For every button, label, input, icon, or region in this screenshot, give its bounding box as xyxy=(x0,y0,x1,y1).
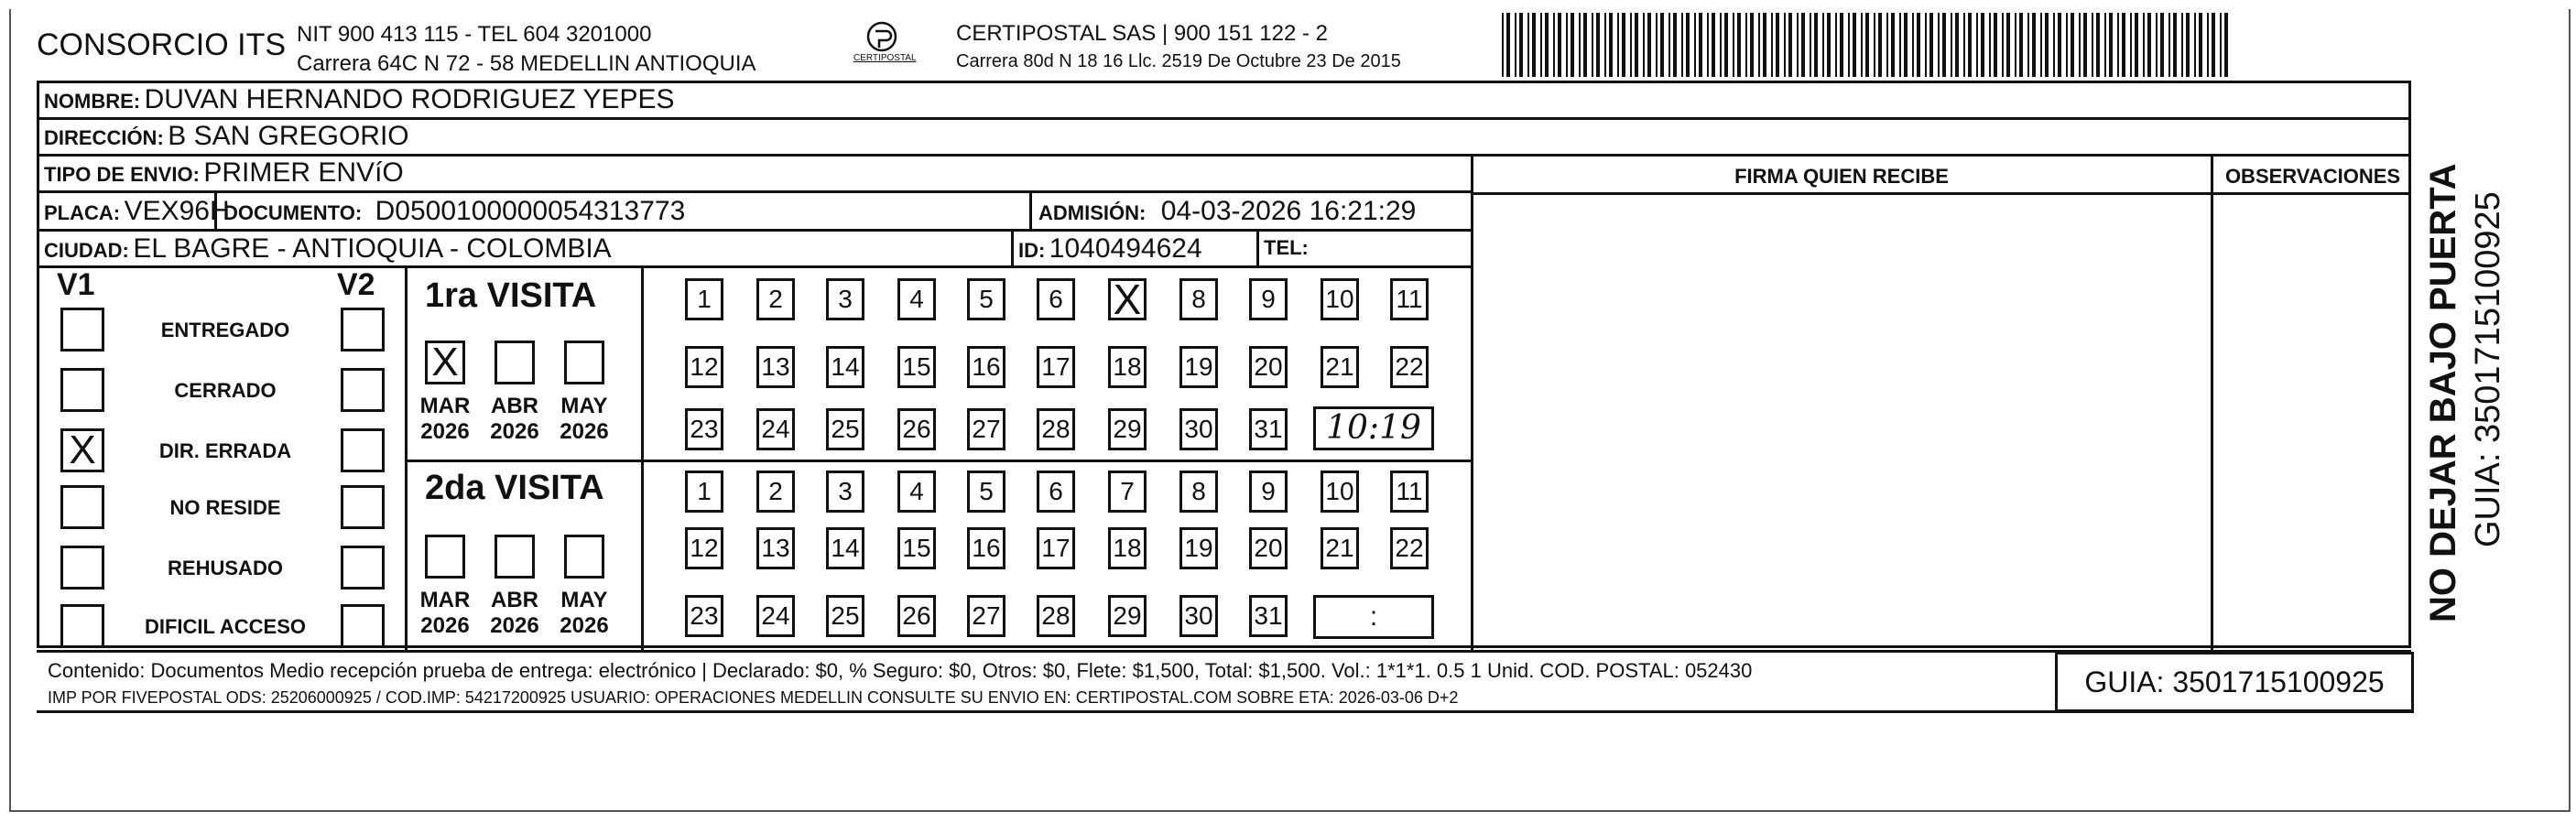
ciudad-value: EL BAGRE - ANTIOQUIA - COLOMBIA xyxy=(133,233,612,264)
guia-box: GUIA: 3501715100925 xyxy=(2055,652,2414,712)
visit2-day-box[interactable]: 10 xyxy=(1321,471,1359,513)
barcode-bar xyxy=(2186,13,2190,77)
barcode-bar xyxy=(1917,13,1920,77)
status-label: CERRADO xyxy=(174,379,277,402)
col-divider xyxy=(1471,154,1473,651)
address-line: Carrera 64C N 72 - 58 MEDELLIN ANTIOQUIA xyxy=(297,51,756,76)
barcode-bar xyxy=(1579,13,1581,77)
barcode-bar xyxy=(2045,13,2049,77)
barcode-bar xyxy=(1968,13,1972,77)
barcode-bar xyxy=(1750,13,1754,77)
visit1-month-label xyxy=(485,394,544,445)
month-year: 2026 xyxy=(560,419,609,444)
v2-checkbox[interactable] xyxy=(341,368,385,412)
certipostal-info xyxy=(956,20,1401,75)
visit2-day-box[interactable]: 23 xyxy=(685,595,723,637)
barcode-bar xyxy=(1929,13,1933,77)
barcode-bar xyxy=(1784,13,1786,77)
visit1-day-box[interactable]: 11 xyxy=(1390,278,1429,320)
barcode-bar xyxy=(1955,13,1959,77)
placa-label: PLACA: xyxy=(44,201,121,224)
certi-line: CERTIPOSTAL SAS | 900 151 122 - 2 xyxy=(956,21,1328,46)
barcode-bar xyxy=(1566,13,1568,77)
visit2-month-label xyxy=(416,588,474,639)
status-label: NO RESIDE xyxy=(169,496,281,519)
barcode-bar xyxy=(1558,13,1561,77)
barcode-bar xyxy=(2006,13,2010,77)
visit1-day-box[interactable]: 26 xyxy=(897,408,936,450)
visit2-title: 2da VISITA xyxy=(425,469,604,507)
visit1-month-label xyxy=(555,394,614,445)
barcode-bar xyxy=(1904,13,1908,77)
v2-checkbox[interactable] xyxy=(341,485,385,529)
ciudad-label: CIUDAD: xyxy=(44,239,129,262)
row-divider xyxy=(405,460,1473,462)
nombre-value: DUVAN HERNANDO RODRIGUEZ YEPES xyxy=(144,84,675,114)
visit2-day-box[interactable]: 17 xyxy=(1037,527,1075,569)
month-name: MAY xyxy=(560,588,608,612)
side-guia-text: GUIA: 3501715100925 xyxy=(2469,191,2507,547)
month-year: 2026 xyxy=(490,613,539,638)
id-value: 1040494624 xyxy=(1049,233,1202,264)
visit1-day-box[interactable]: 4 xyxy=(897,278,936,320)
barcode-bar xyxy=(1540,13,1542,77)
row-divider xyxy=(37,154,2411,157)
barcode-bar xyxy=(1814,13,1818,77)
documento-label: DOCUMENTO: xyxy=(223,201,363,224)
barcode-bar xyxy=(1886,13,1888,77)
month-name: ABR xyxy=(491,588,538,612)
barcode-bar xyxy=(2109,13,2113,77)
barcode-bar xyxy=(2071,13,2074,77)
barcode-bar xyxy=(2207,13,2209,77)
barcode-bar xyxy=(1647,13,1651,77)
v1-checkbox[interactable] xyxy=(60,546,104,590)
barcode-bar xyxy=(1942,13,1946,77)
direccion-row xyxy=(44,121,409,152)
visit1-day-box[interactable]: 23 xyxy=(685,408,723,450)
barcode-bar xyxy=(1622,13,1625,77)
visit1-day-box[interactable]: 25 xyxy=(826,408,864,450)
barcode-bar xyxy=(1515,13,1516,77)
barcode-bar xyxy=(2104,13,2106,77)
row-divider xyxy=(1473,192,2411,195)
barcode-bar xyxy=(1801,13,1805,77)
month-name: MAR xyxy=(419,588,471,612)
barcode-bar xyxy=(2032,13,2036,77)
v1-checkbox[interactable]: X xyxy=(60,428,104,472)
visit2-day-box[interactable]: 16 xyxy=(967,527,1005,569)
tipo-label: TIPO DE ENVIO: xyxy=(44,163,200,186)
month-name: MAR xyxy=(419,394,471,418)
status-label: ENTREGADO xyxy=(160,319,290,341)
barcode-bar xyxy=(1668,13,1670,77)
visit2-month-label xyxy=(485,588,544,639)
barcode-bar xyxy=(1592,13,1593,77)
barcode-bar xyxy=(1720,13,1722,77)
barcode-bar xyxy=(1981,13,1984,77)
barcode-bar xyxy=(1925,13,1927,77)
barcode-bar xyxy=(1694,13,1696,77)
barcode-bar xyxy=(1874,13,1875,77)
nombre-row xyxy=(44,84,675,115)
barcode-bar xyxy=(1643,13,1645,77)
visit1-day-box[interactable]: 5 xyxy=(967,278,1005,320)
visit1-day-box[interactable]: 3 xyxy=(826,278,864,320)
visit1-day-box[interactable]: 30 xyxy=(1179,408,1218,450)
barcode-bar xyxy=(1712,13,1715,77)
barcode-bar xyxy=(1994,13,1997,77)
documento-cell xyxy=(223,196,685,227)
month-year: 2026 xyxy=(490,419,539,444)
barcode-bar xyxy=(1737,13,1741,77)
visit1-day-box[interactable]: 28 xyxy=(1037,408,1075,450)
month-name: ABR xyxy=(491,394,538,418)
barcode-bar xyxy=(1989,13,1991,77)
visit2-day-box[interactable]: 12 xyxy=(685,527,723,569)
barcode-bar xyxy=(2079,13,2081,77)
status-label: DIFICIL ACCESO xyxy=(144,615,306,638)
visit2-day-box[interactable]: 14 xyxy=(826,527,864,569)
barcode-bar xyxy=(2212,13,2215,77)
barcode-bar xyxy=(2220,13,2222,77)
visit2-day-box[interactable]: 29 xyxy=(1108,595,1147,637)
barcode-bar xyxy=(2015,13,2016,77)
visit1-day-box[interactable]: 12 xyxy=(685,346,723,388)
visit1-day-box[interactable]: 27 xyxy=(967,408,1005,450)
visit1-day-box[interactable]: 17 xyxy=(1037,346,1075,388)
barcode-bar xyxy=(1532,13,1536,77)
v2-checkbox[interactable] xyxy=(341,428,385,472)
barcode-bar xyxy=(1758,13,1760,77)
barcode-bar xyxy=(2002,13,2004,77)
barcode-bar xyxy=(1699,13,1702,77)
visit1-day-box[interactable]: 9 xyxy=(1249,278,1288,320)
visit2-day-box[interactable]: 8 xyxy=(1179,471,1218,513)
barcode-bar xyxy=(1502,13,1504,77)
visit2-day-box[interactable]: 26 xyxy=(897,595,936,637)
visit1-day-box[interactable]: 18 xyxy=(1108,346,1147,388)
barcode-bar xyxy=(2096,13,2100,77)
visit1-day-box[interactable]: 2 xyxy=(756,278,795,320)
observaciones-header: OBSERVACIONES xyxy=(2224,165,2401,188)
visit1-day-box[interactable]: 8 xyxy=(1179,278,1218,320)
visit2-day-box[interactable]: 9 xyxy=(1249,471,1288,513)
barcode-bar xyxy=(1527,13,1529,77)
visit1-day-box[interactable]: 19 xyxy=(1179,346,1218,388)
barcode xyxy=(1502,13,2234,77)
visit1-day-box[interactable]: 10 xyxy=(1321,278,1359,320)
barcode-bar xyxy=(2135,13,2138,77)
barcode-bar xyxy=(2156,13,2158,77)
barcode-bar xyxy=(2122,13,2125,77)
certi-address: Carrera 80d N 18 16 Llc. 2519 De Octubre 23 De 2015 xyxy=(956,51,1401,71)
contenido-line: Contenido: Documentos Medio recepción prueba de entrega: electrónico | Declarado: $0, % Seguro: $0, Otros: $0, Flete: $1,500, Total: $1,500. Vol.: 1*1*1. 0.5 1 Unid. COD. POSTAL: 052430 xyxy=(48,659,1753,682)
visit1-day-box[interactable]: 13 xyxy=(756,346,795,388)
visit2-day-box[interactable]: 28 xyxy=(1037,595,1075,637)
visit2-day-box[interactable]: 2 xyxy=(756,471,795,513)
month-year: 2026 xyxy=(420,613,470,638)
documento-value: D0500100000054313773 xyxy=(375,196,686,226)
placa-cell xyxy=(44,196,230,227)
visit1-month-checkbox[interactable]: X xyxy=(425,341,465,384)
barcode-bar xyxy=(1506,13,1510,77)
visit2-day-box[interactable]: 15 xyxy=(897,527,936,569)
barcode-bar xyxy=(2173,13,2177,77)
visit1-time-box[interactable]: 10:19 xyxy=(1313,406,1434,450)
v1-checkbox[interactable] xyxy=(60,604,104,648)
visit2-day-box[interactable]: 7 xyxy=(1108,471,1147,513)
visit1-day-box[interactable]: 22 xyxy=(1390,346,1429,388)
visit1-month-label xyxy=(416,394,474,445)
barcode-bar xyxy=(1707,13,1709,77)
barcode-graphic xyxy=(1502,13,2234,77)
col-divider xyxy=(2211,154,2213,651)
placa-value: VEX96H xyxy=(124,196,230,226)
col-divider xyxy=(1256,231,1259,267)
visit2-day-box[interactable]: 21 xyxy=(1321,527,1359,569)
visit2-day-box[interactable]: 25 xyxy=(826,595,864,637)
visit2-day-box[interactable]: 1 xyxy=(685,471,723,513)
barcode-bar xyxy=(1822,13,1824,77)
admision-label: ADMISIÓN: xyxy=(1038,201,1147,224)
barcode-bar xyxy=(1810,13,1811,77)
visit1-day-box[interactable]: 6 xyxy=(1037,278,1075,320)
visit1-day-box[interactable]: 1 xyxy=(685,278,723,320)
direccion-value: B SAN GREGORIO xyxy=(168,121,409,151)
barcode-bar xyxy=(2194,13,2196,77)
visit1-title: 1ra VISITA xyxy=(425,276,597,315)
visit1-day-box[interactable]: 20 xyxy=(1249,346,1288,388)
company-info xyxy=(297,20,756,79)
barcode-bar xyxy=(1763,13,1766,77)
barcode-bar xyxy=(1963,13,1965,77)
barcode-bar xyxy=(1861,13,1863,77)
barcode-bar xyxy=(2058,13,2061,77)
row-divider xyxy=(37,117,2411,120)
barcode-bar xyxy=(2130,13,2132,77)
ciudad-cell xyxy=(44,233,612,265)
barcode-bar xyxy=(1835,13,1837,77)
visit2-day-box[interactable]: 31 xyxy=(1249,595,1288,637)
v2-label: V2 xyxy=(337,267,375,302)
barcode-bar xyxy=(1788,13,1792,77)
barcode-bar xyxy=(1840,13,1843,77)
barcode-bar xyxy=(1635,13,1638,77)
month-year: 2026 xyxy=(420,419,470,444)
status-label: DIR. ERRADA xyxy=(158,439,292,462)
barcode-bar xyxy=(1853,13,1856,77)
barcode-bar xyxy=(1596,13,1600,77)
barcode-bar xyxy=(2066,13,2068,77)
certipostal-logo xyxy=(841,20,923,68)
visit2-day-box[interactable]: 24 xyxy=(756,595,795,637)
barcode-bar xyxy=(2040,13,2042,77)
barcode-bar xyxy=(1630,13,1632,77)
visit2-month-label xyxy=(555,588,614,639)
visit1-day-box[interactable]: 15 xyxy=(897,346,936,388)
visit1-day-box[interactable]: 16 xyxy=(967,346,1005,388)
v2-checkbox[interactable] xyxy=(341,546,385,590)
barcode-bar xyxy=(1976,13,1978,77)
admision-value: 04-03-2026 16:21:29 xyxy=(1160,196,1417,226)
visit2-day-box[interactable]: 22 xyxy=(1390,527,1429,569)
barcode-bar xyxy=(1771,13,1773,77)
visit2-time-box[interactable]: : xyxy=(1313,595,1434,639)
barcode-bar xyxy=(1583,13,1587,77)
barcode-bar xyxy=(1797,13,1799,77)
barcode-bar xyxy=(2092,13,2093,77)
barcode-bar xyxy=(1686,13,1690,77)
month-year: 2026 xyxy=(560,613,609,638)
barcode-bar xyxy=(1519,13,1523,77)
barcode-bar xyxy=(2019,13,2023,77)
id-cell xyxy=(1018,233,1202,265)
imp-line: IMP POR FIVEPOSTAL ODS: 25206000925 / COD.IMP: 54217200925 USUARIO: OPERACIONES MEDELLIN CONSULTE SU ENVIO EN: CERTIPOSTAL.COM SOBRE ETA: 2026-03-06 D+2 xyxy=(48,688,1459,707)
col-divider xyxy=(1011,231,1014,267)
v2-checkbox[interactable] xyxy=(341,308,385,352)
barcode-bar xyxy=(1899,13,1901,77)
id-label: ID: xyxy=(1018,239,1046,262)
barcode-bar xyxy=(2053,13,2055,77)
barcode-bar xyxy=(1656,13,1658,77)
visit2-day-box[interactable]: 27 xyxy=(967,595,1005,637)
barcode-bar xyxy=(2181,13,2183,77)
tipo-row xyxy=(44,157,404,189)
visit2-day-box[interactable]: 19 xyxy=(1179,527,1218,569)
visit1-day-box[interactable]: 21 xyxy=(1321,346,1359,388)
tipo-value: PRIMER ENVíO xyxy=(203,157,404,188)
col-divider xyxy=(405,267,408,650)
v2-checkbox[interactable] xyxy=(341,604,385,648)
barcode-bar xyxy=(2199,13,2202,77)
nit-line: NIT 900 413 115 - TEL 604 3201000 xyxy=(297,22,652,47)
barcode-bar xyxy=(1724,13,1728,77)
v1-checkbox[interactable] xyxy=(60,368,104,412)
visit1-month-checkbox[interactable] xyxy=(564,341,604,384)
visit2-day-box[interactable]: 4 xyxy=(897,471,936,513)
tel-label: TEL: xyxy=(1264,236,1309,259)
visit1-day-box[interactable]: X xyxy=(1108,278,1147,320)
barcode-bar xyxy=(1545,13,1549,77)
visit2-day-box[interactable]: 3 xyxy=(826,471,864,513)
barcode-bar xyxy=(2143,13,2145,77)
barcode-bar xyxy=(2168,13,2170,77)
barcode-bar xyxy=(2117,13,2119,77)
no-dejar-text: NO DEJAR BAJO PUERTA xyxy=(2423,163,2463,622)
row-divider xyxy=(37,190,1473,193)
barcode-bar xyxy=(2147,13,2151,77)
barcode-bar xyxy=(1827,13,1831,77)
col-divider xyxy=(641,267,644,650)
logo-caption: CERTIPOSTAL xyxy=(853,53,917,63)
v1-checkbox[interactable] xyxy=(60,308,104,352)
barcode-bar xyxy=(2083,13,2087,77)
barcode-bar xyxy=(1912,13,1914,77)
barcode-bar xyxy=(1617,13,1619,77)
visit2-day-box[interactable]: 6 xyxy=(1037,471,1075,513)
visit2-day-box[interactable]: 18 xyxy=(1108,527,1147,569)
barcode-bar xyxy=(2160,13,2164,77)
barcode-bar xyxy=(2027,13,2029,77)
visit2-day-box[interactable]: 20 xyxy=(1249,527,1288,569)
barcode-bar xyxy=(1878,13,1882,77)
visit1-day-box[interactable]: 29 xyxy=(1108,408,1147,450)
firma-header: FIRMA QUIEN RECIBE xyxy=(1734,165,1949,188)
barcode-bar xyxy=(1865,13,1869,77)
col-divider xyxy=(1029,192,1032,231)
visit2-month-checkbox[interactable] xyxy=(564,535,604,579)
visit1-month-checkbox[interactable] xyxy=(495,341,535,384)
visit1-day-box[interactable]: 31 xyxy=(1249,408,1288,450)
barcode-bar xyxy=(1776,13,1779,77)
barcode-bar xyxy=(1673,13,1677,77)
v1-label: V1 xyxy=(57,267,95,302)
barcode-bar xyxy=(1681,13,1683,77)
tel-cell xyxy=(1264,236,1309,260)
company-name: CONSORCIO ITS xyxy=(37,27,287,62)
barcode-bar xyxy=(1571,13,1574,77)
nombre-label: NOMBRE: xyxy=(44,90,141,113)
v1-checkbox[interactable] xyxy=(60,485,104,529)
visit1-day-box[interactable]: 24 xyxy=(756,408,795,450)
barcode-bar xyxy=(1660,13,1664,77)
month-name: MAY xyxy=(560,394,608,418)
visit2-day-box[interactable]: 5 xyxy=(967,471,1005,513)
barcode-bar xyxy=(1745,13,1747,77)
barcode-bar xyxy=(1891,13,1895,77)
status-label: REHUSADO xyxy=(168,557,283,579)
barcode-bar xyxy=(1553,13,1555,77)
barcode-bar xyxy=(1951,13,1952,77)
barcode-bar xyxy=(1609,13,1613,77)
visit2-day-box[interactable]: 30 xyxy=(1179,595,1218,637)
admision-cell xyxy=(1038,196,1416,227)
barcode-bar xyxy=(1604,13,1606,77)
barcode-bar xyxy=(2224,13,2228,77)
visit2-month-checkbox[interactable] xyxy=(495,535,535,579)
visit2-day-box[interactable]: 13 xyxy=(756,527,795,569)
visit2-month-checkbox[interactable] xyxy=(425,535,465,579)
barcode-bar xyxy=(1733,13,1734,77)
visit2-day-box[interactable]: 11 xyxy=(1390,471,1429,513)
direccion-label: DIRECCIÓN: xyxy=(44,126,164,149)
barcode-bar xyxy=(1938,13,1940,77)
visit1-day-box[interactable]: 14 xyxy=(826,346,864,388)
footer-divider xyxy=(37,710,2414,713)
barcode-bar xyxy=(1848,13,1850,77)
